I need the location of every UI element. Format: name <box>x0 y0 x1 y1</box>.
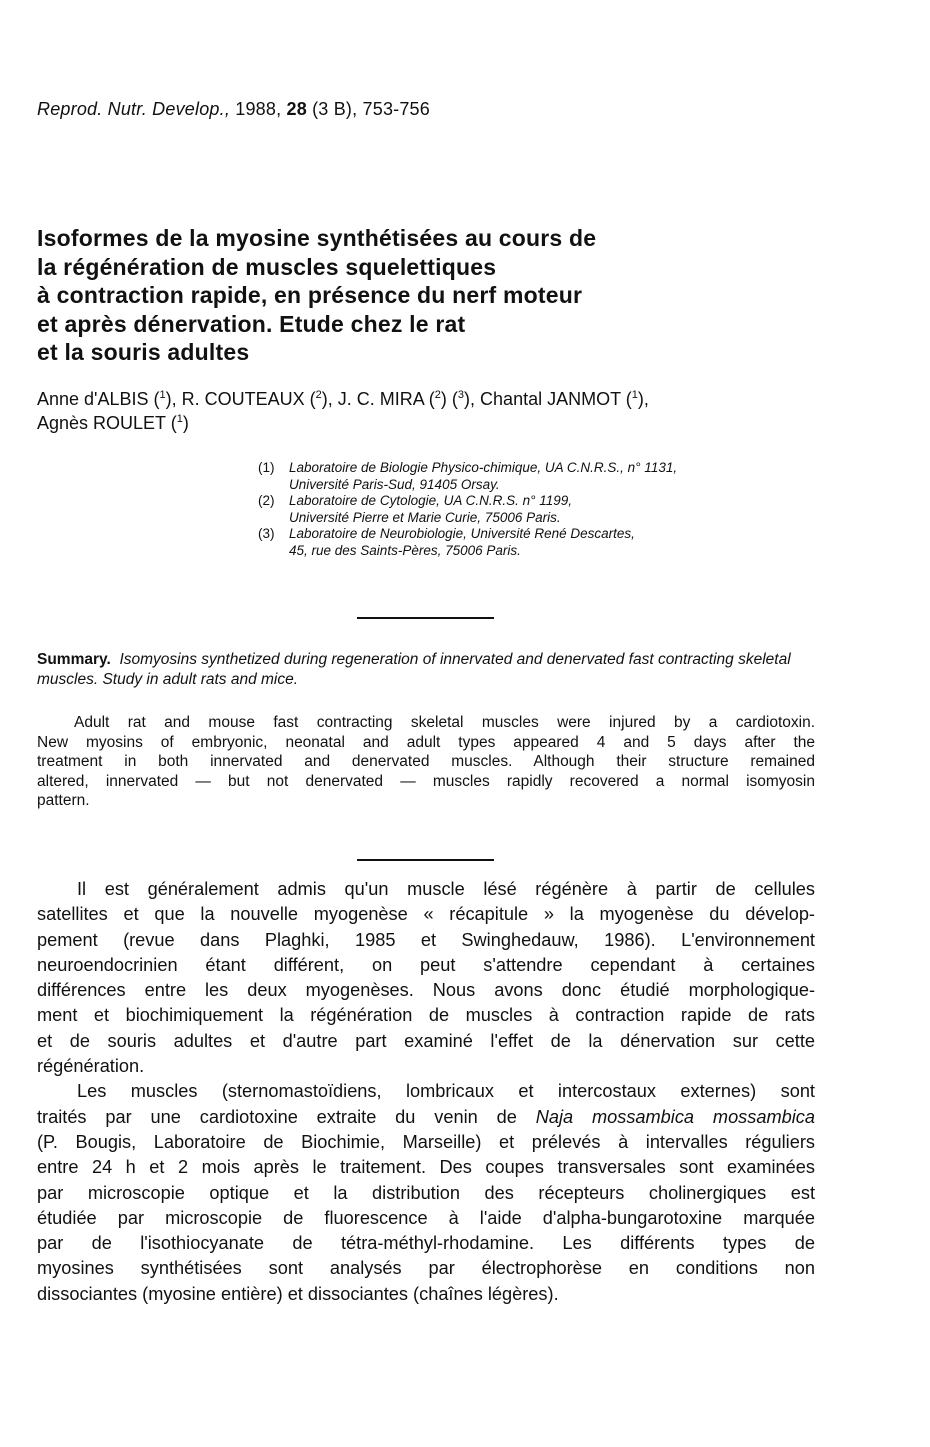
divider-rule <box>357 617 494 619</box>
body-line: neuroendocrinien étant différent, on peut s'attendre cependant à certaines <box>37 954 815 975</box>
title-line: à contraction rapide, en présence du nerf moteur <box>37 282 583 308</box>
body-line: dissociantes (myosine entière) et dissociantes (chaînes légères). <box>37 1283 559 1304</box>
body-line: pement (revue dans Plaghki, 1985 et Swinghedauw, 1986). L'environnement <box>37 929 815 950</box>
affiliation-text: 45, rue des Saints-Pères, 75006 Paris. <box>289 542 521 558</box>
abstract-line: New myosins of embryonic, neonatal and adult types appeared 4 and 5 days after the <box>37 733 815 751</box>
affil-ref: 3 <box>457 389 465 401</box>
body-line <box>37 1105 815 1130</box>
summary-label: Summary. <box>37 651 111 668</box>
author-text: ) ( <box>440 389 458 409</box>
journal-year: 1988, <box>235 99 282 119</box>
body-line: Les muscles (sternomastoïdiens, lombricaux et intercostaux externes) sont <box>77 1081 815 1102</box>
body-line: par microscopie optique et la distribution des récepteurs cholinergiques est <box>37 1182 815 1203</box>
author-text: ), <box>637 389 649 409</box>
author-text: ), R. COUTEAUX ( <box>165 389 316 409</box>
author-text: ), Chantal JANMOT ( <box>464 389 632 409</box>
affil-ref: 2 <box>434 389 441 401</box>
affiliation-number: (2) <box>258 493 275 508</box>
abstract-line: treatment in both innervated and denervated muscles. Although their structure remained <box>37 753 815 770</box>
body-line: étudiée par microscopie de fluorescence à l'aide d'alpha-bungarotoxine marquée <box>37 1207 815 1228</box>
journal-volume: 28 <box>286 99 307 119</box>
author-list <box>37 387 837 435</box>
abstract-line: pattern. <box>37 792 90 809</box>
affiliation-number: (3) <box>258 526 275 541</box>
body-line: myosines synthétisées sont analysés par électrophorèse en conditions non <box>37 1258 815 1279</box>
article-title <box>37 224 797 367</box>
summary-title: Isomyosins synthetized during regeneration of innervated and denervated fast contracting skeletal muscles. Study in adult rats and mice. <box>37 651 791 688</box>
citation-line <box>37 99 430 120</box>
affiliation-text: Université Pierre et Marie Curie, 75006 Paris. <box>289 509 561 525</box>
affiliation-text: Université Paris-Sud, 91405 Orsay. <box>289 476 500 492</box>
body-line: par de l'isothiocyanate de tétra-méthyl-rhodamine. Les différents types de <box>37 1233 815 1254</box>
body-text <box>37 877 815 1307</box>
title-line: et la souris adultes <box>37 339 250 365</box>
affiliation-line <box>258 510 838 527</box>
body-line: ment et biochimiquement la régénération de muscles à contraction rapide de rats <box>37 1005 815 1026</box>
title-line: la régénération de muscles squelettiques <box>37 253 497 280</box>
affiliation-line <box>258 543 838 560</box>
affiliation-line <box>258 493 838 510</box>
journal-name: Reprod. Nutr. Develop., <box>37 99 231 119</box>
body-line: satellites et que la nouvelle myogenèse « récapitule » la myogenèse du dévelop- <box>37 904 815 925</box>
affiliation-line <box>258 460 838 477</box>
title-line: et après dénervation. Etude chez le rat <box>37 310 466 337</box>
abstract-line: altered, innervated — but not denervated — muscles rapidly recovered a normal isomyosin <box>37 772 815 790</box>
affil-ref: 1 <box>631 389 638 401</box>
affil-ref: 1 <box>159 389 166 401</box>
species-name: Naja mossambica mossambica <box>535 1106 815 1127</box>
body-line: Il est généralement admis qu'un muscle lésé régénère à partir de cellules <box>77 879 815 899</box>
divider-rule <box>357 859 494 861</box>
journal-issue-pages: (3 B), 753-756 <box>312 99 430 119</box>
body-line: et de souris adultes et d'autre part examiné l'effet de la dénervation sur cette <box>37 1030 815 1051</box>
author-text: ), J. C. MIRA ( <box>321 389 435 409</box>
author-text: Agnès ROULET ( <box>37 413 177 433</box>
affiliation-text: Laboratoire de Biologie Physico-chimique, UA C.N.R.S., n° 1131, <box>289 460 678 475</box>
abstract-line: Adult rat and mouse fast contracting skeletal muscles were injured by a cardiotoxin. <box>74 714 815 731</box>
body-line: entre 24 h et 2 mois après le traitement. Des coupes transversales sont examinées <box>37 1157 815 1178</box>
abstract <box>37 713 815 811</box>
author-text: ) <box>182 413 189 433</box>
affiliation-line <box>258 526 838 543</box>
affiliation-number: (1) <box>258 460 275 475</box>
affiliation-text: Laboratoire de Cytologie, UA C.N.R.S. n° 1199, <box>289 493 573 508</box>
author-line <box>37 411 837 435</box>
title-line: Isoformes de la myosine synthétisées au cours de <box>37 225 597 251</box>
author-text: Anne d'ALBIS ( <box>37 389 160 409</box>
body-line: différences entre les deux myogenèses. Nous avons donc étudié morphologique- <box>37 980 815 1001</box>
affil-ref: 1 <box>176 413 183 425</box>
affiliation-text: Laboratoire de Neurobiologie, Université René Descartes, <box>289 526 635 541</box>
body-line: (P. Bougis, Laboratoire de Biochimie, Marseille) et prélevés à intervalles réguliers <box>37 1131 815 1152</box>
affiliation-list <box>258 460 838 559</box>
body-text-segment: traités par une cardiotoxine extraite du venin de <box>37 1106 536 1127</box>
summary-block <box>37 650 815 689</box>
author-line <box>37 387 837 411</box>
affiliation-line <box>258 477 838 494</box>
affil-ref: 2 <box>315 389 322 401</box>
body-line: régénération. <box>37 1056 145 1077</box>
